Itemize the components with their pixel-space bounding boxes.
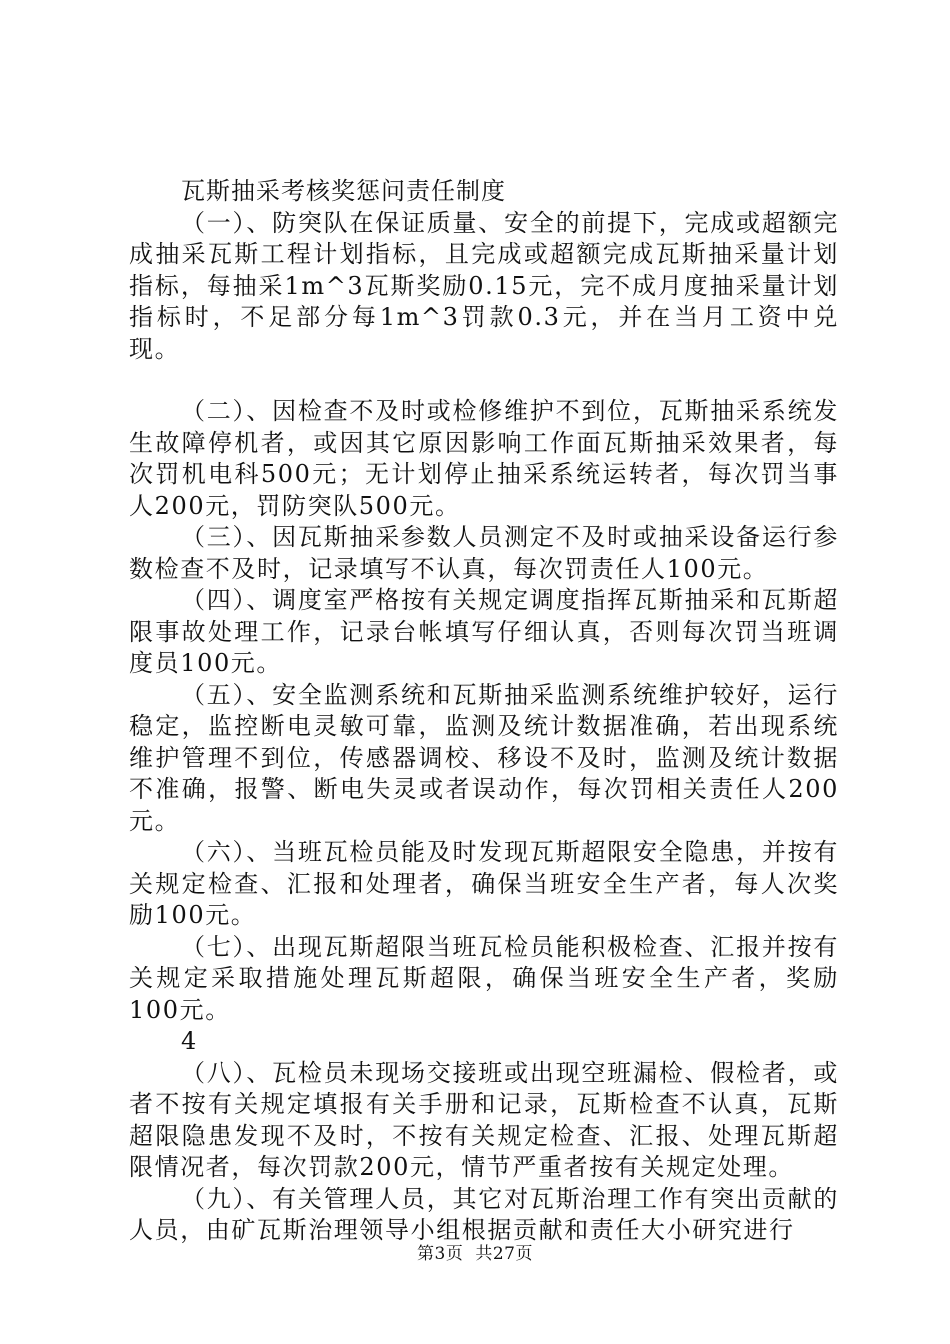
- paragraph-1: （一）、防突队在保证质量、安全的前提下，完成或超额完成抽采瓦斯工程计划指标，且完成或超额完成瓦斯抽采量计划指标，每抽采1m^3瓦斯奖励0.15元，完不成月度抽采量计划指标时，不足部分每1m^3罚款0.3元，并在当月工资中兑现。: [129, 208, 839, 363]
- paragraph-5: （五）、安全监测系统和瓦斯抽采监测系统维护较好，运行稳定，监控断电灵敏可靠，监测及统计数据准确，若出现系统维护管理不到位，传感器调校、移设不及时，监测及统计数据不准确，报警、断电失灵或者误动作，每次罚相关责任人200元。: [129, 680, 839, 835]
- page-number-marker: 4: [181, 1027, 198, 1055]
- paragraph-2: （二）、因检查不及时或检修维护不到位，瓦斯抽采系统发生故障停机者，或因其它原因影响工作面瓦斯抽采效果者，每次罚机电科500元；无计划停止抽采系统运转者，每次罚当事人200元，罚防突队500元。: [129, 397, 839, 520]
- page-footer: [0, 1239, 950, 1264]
- paragraph-9: （九）、有关管理人员，其它对瓦斯治理工作有突出贡献的人员，由矿瓦斯治理领导小组根据贡献和责任大小研究进行: [129, 1184, 839, 1244]
- paragraph-3: （三）、因瓦斯抽采参数人员测定不及时或抽采设备运行参数检查不及时，记录填写不认真，每次罚责任人100元。: [129, 523, 839, 583]
- paragraph-8: （八）、瓦检员未现场交接班或出现空班漏检、假检者，或者不按有关规定填报有关手册和记录，瓦斯检查不认真，瓦斯超限隐患发现不及时，不按有关规定检查、汇报、处理瓦斯超限情况者，每次罚款200元，情节严重者按有关规定处理。: [129, 1058, 839, 1181]
- paragraph-4: （四）、调度室严格按有关规定调度指挥瓦斯抽采和瓦斯超限事故处理工作，记录台帐填写仔细认真，否则每次罚当班调度员100元。: [129, 586, 839, 677]
- document-body: [129, 176, 839, 1247]
- paragraph-7: （七）、出现瓦斯超限当班瓦检员能积极检查、汇报并按有关规定采取措施处理瓦斯超限，确保当班安全生产者，奖励100元。: [129, 932, 839, 1024]
- document-title: 瓦斯抽采考核奖惩问责任制度: [181, 177, 506, 205]
- footer-page-current: 第3页: [417, 1244, 464, 1264]
- paragraph-6: （六）、当班瓦检员能及时发现瓦斯超限安全隐患，并按有关规定检查、汇报和处理者，确保当班安全生产者，每人次奖励100元。: [129, 838, 839, 929]
- footer-page-total: 共27页: [475, 1244, 533, 1264]
